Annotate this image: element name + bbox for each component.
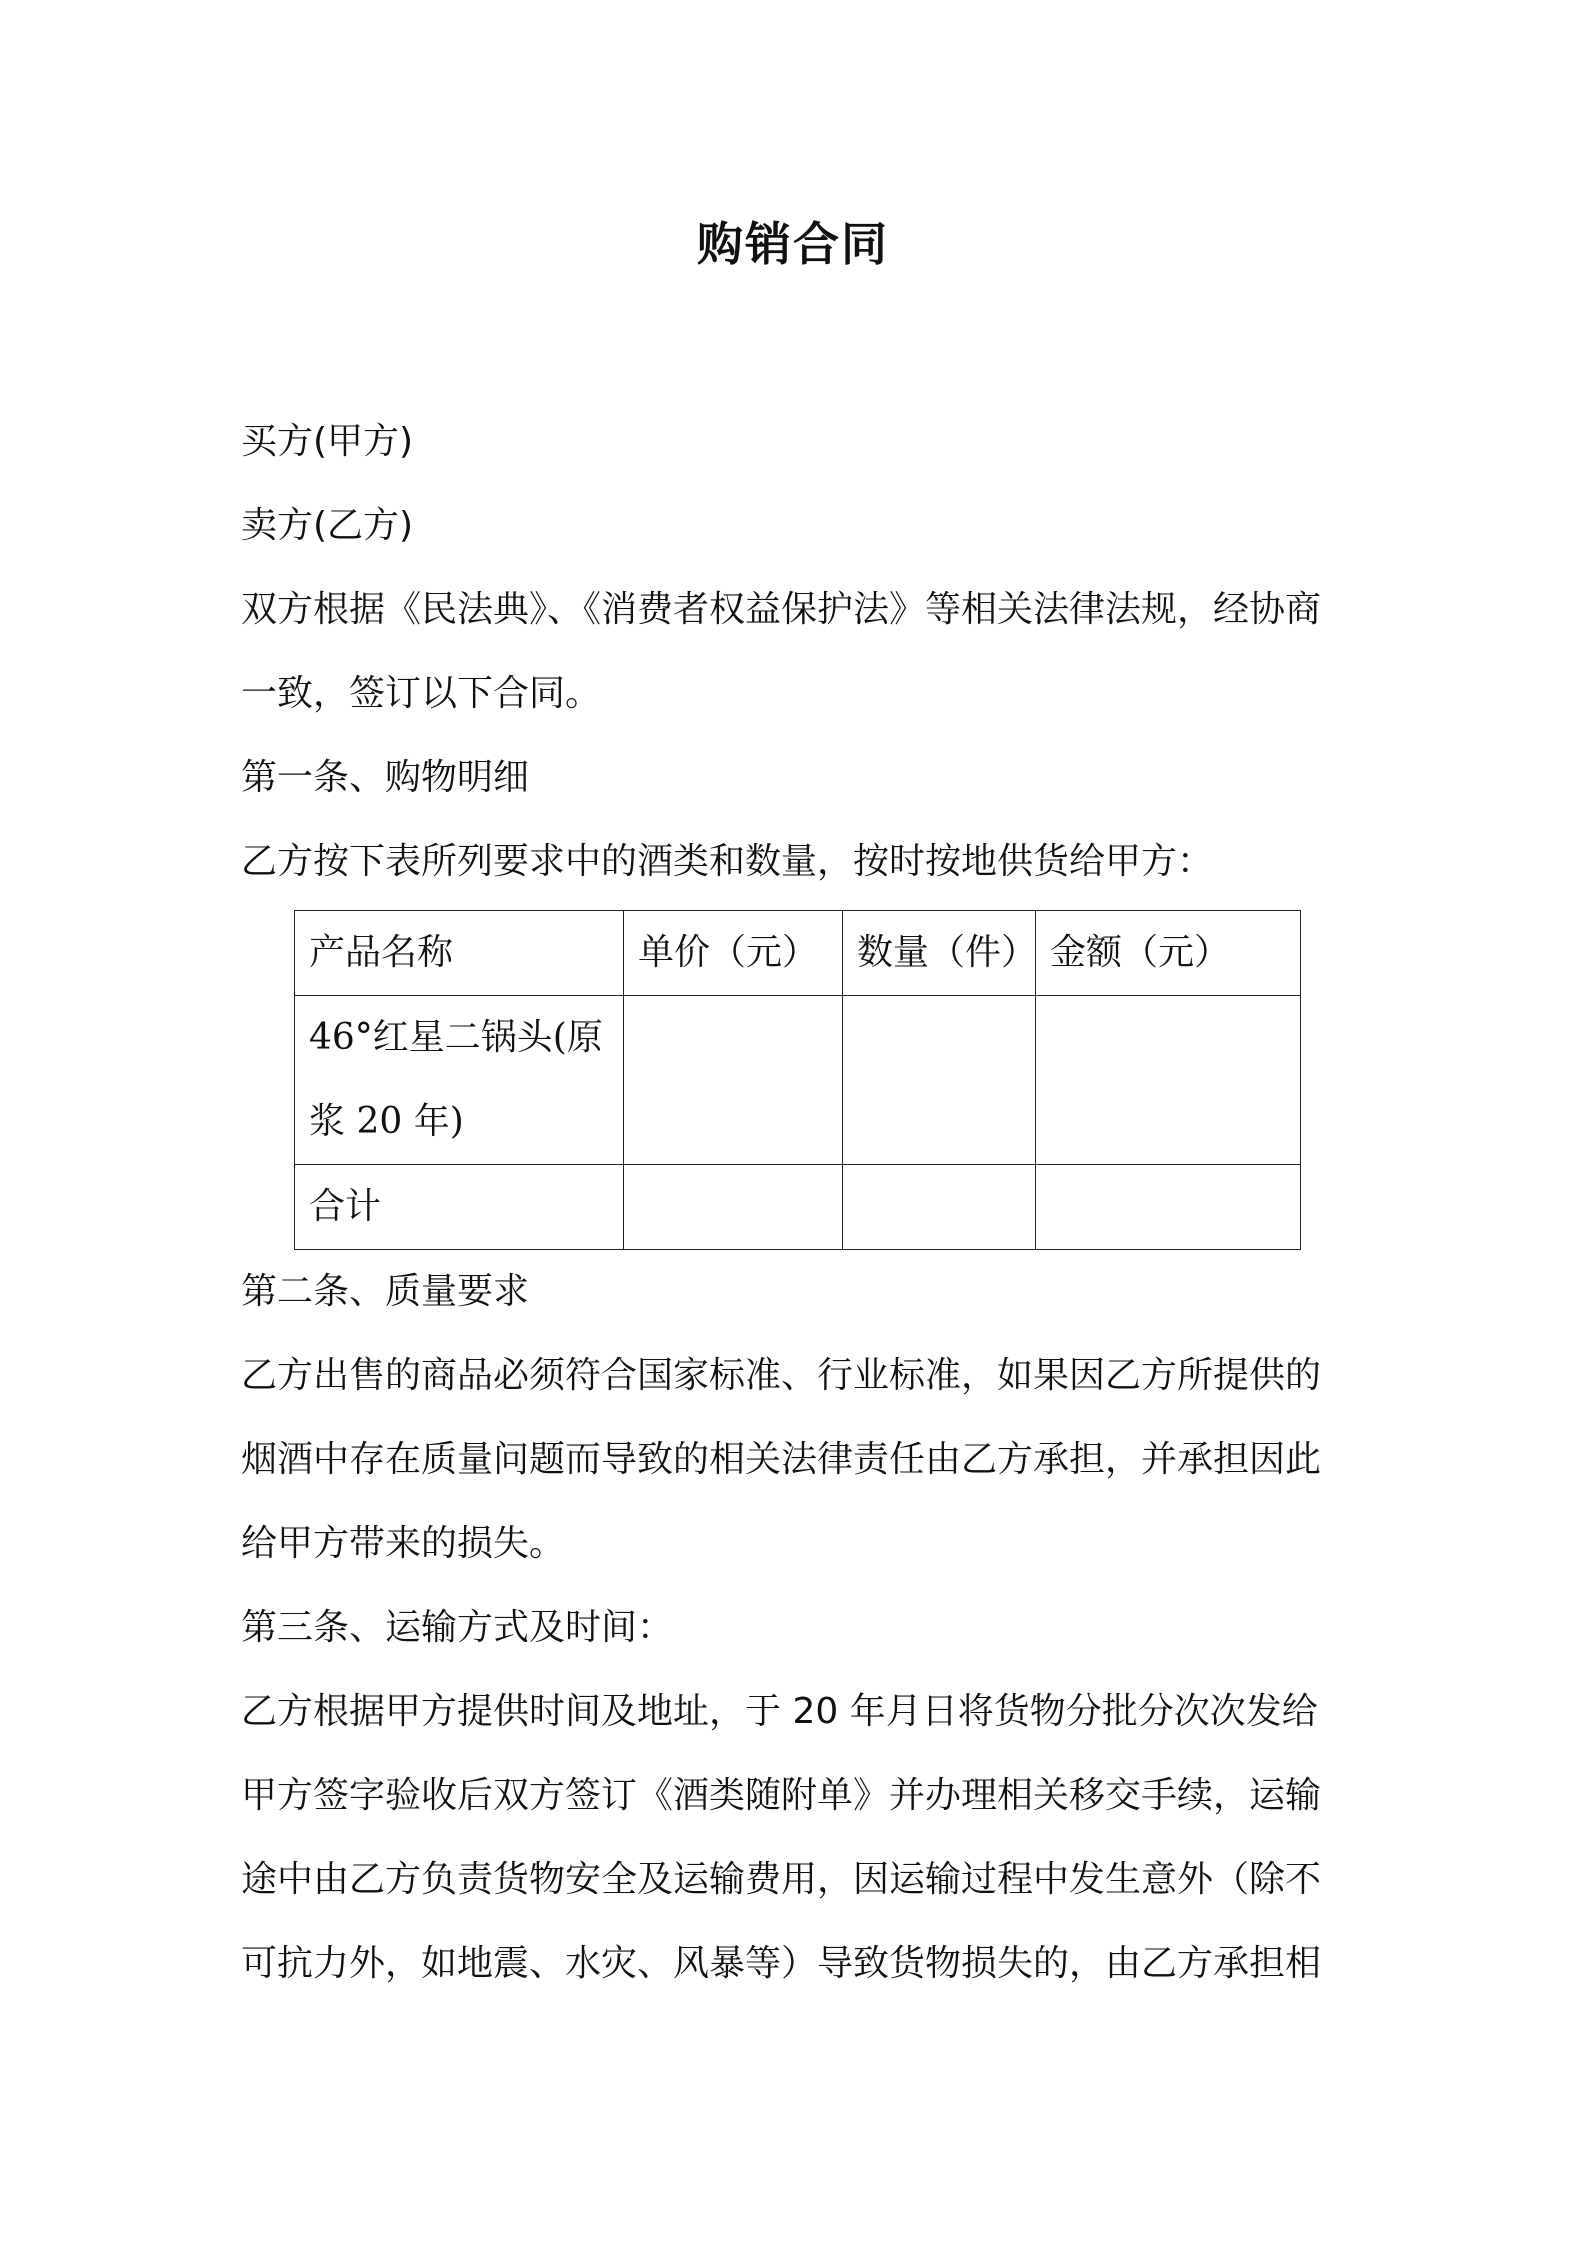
product-name-line-2: 浆 20 年) bbox=[309, 1101, 464, 1142]
cell-quantity bbox=[843, 996, 1036, 1165]
product-name-line-1: 46°红星二锅头(原 bbox=[309, 1017, 603, 1058]
preamble-line-1: 双方根据《民法典》、《消费者权益保护法》等相关法律法规，经协商 bbox=[241, 589, 1322, 630]
cell-total-label: 合计 bbox=[295, 1165, 624, 1250]
purchase-table bbox=[294, 910, 1301, 1250]
cell-product-name bbox=[295, 996, 624, 1165]
cell-amount bbox=[1036, 996, 1301, 1165]
document-title: 购销合同 bbox=[697, 217, 889, 271]
article-2-line-3: 给甲方带来的损失。 bbox=[241, 1523, 566, 1564]
purchase-table-wrapper bbox=[294, 904, 1361, 1250]
post-table-text bbox=[241, 1250, 1361, 2006]
cell-total-quantity bbox=[843, 1165, 1036, 1250]
document-body bbox=[241, 400, 1361, 2006]
article-3-line-3: 途中由乙方负责货物安全及运输费用，因运输过程中发生意外（除不 bbox=[241, 1859, 1322, 1900]
cell-total-price bbox=[624, 1165, 843, 1250]
cell-unit-price bbox=[624, 996, 843, 1165]
article-3-line-1: 乙方根据甲方提供时间及地址，于 20 年月日将货物分批分次次发给 bbox=[241, 1691, 1318, 1732]
article-3-line-2: 甲方签字验收后双方签订《酒类随附单》并办理相关移交手续，运输 bbox=[241, 1775, 1322, 1816]
cell-total-amount bbox=[1036, 1165, 1301, 1250]
header-product-name: 产品名称 bbox=[295, 911, 624, 996]
preamble-line-2: 一致，签订以下合同。 bbox=[241, 673, 602, 714]
article-2-line-1: 乙方出售的商品必须符合国家标准、行业标准，如果因乙方所提供的 bbox=[241, 1355, 1322, 1396]
seller-line: 卖方(乙方) bbox=[241, 505, 414, 546]
table-header-row bbox=[295, 911, 1301, 996]
header-quantity: 数量（件） bbox=[843, 911, 1036, 996]
article-3-heading: 第三条、运输方式及时间： bbox=[241, 1607, 674, 1648]
article-2-line-2: 烟酒中存在质量问题而导致的相关法律责任由乙方承担，并承担因此 bbox=[241, 1439, 1322, 1480]
buyer-line: 买方(甲方) bbox=[241, 421, 414, 462]
article-1-heading: 第一条、购物明细 bbox=[241, 757, 530, 798]
header-amount: 金额（元） bbox=[1036, 911, 1301, 996]
article-3-line-4: 可抗力外，如地震、水灾、风暴等）导致货物损失的，由乙方承担相 bbox=[241, 1943, 1322, 1984]
article-1-text: 乙方按下表所列要求中的酒类和数量，按时按地供货给甲方： bbox=[241, 841, 1214, 882]
table-row bbox=[295, 996, 1301, 1165]
table-total-row bbox=[295, 1165, 1301, 1250]
header-unit-price: 单价（元） bbox=[624, 911, 843, 996]
article-2-heading: 第二条、质量要求 bbox=[241, 1271, 530, 1312]
